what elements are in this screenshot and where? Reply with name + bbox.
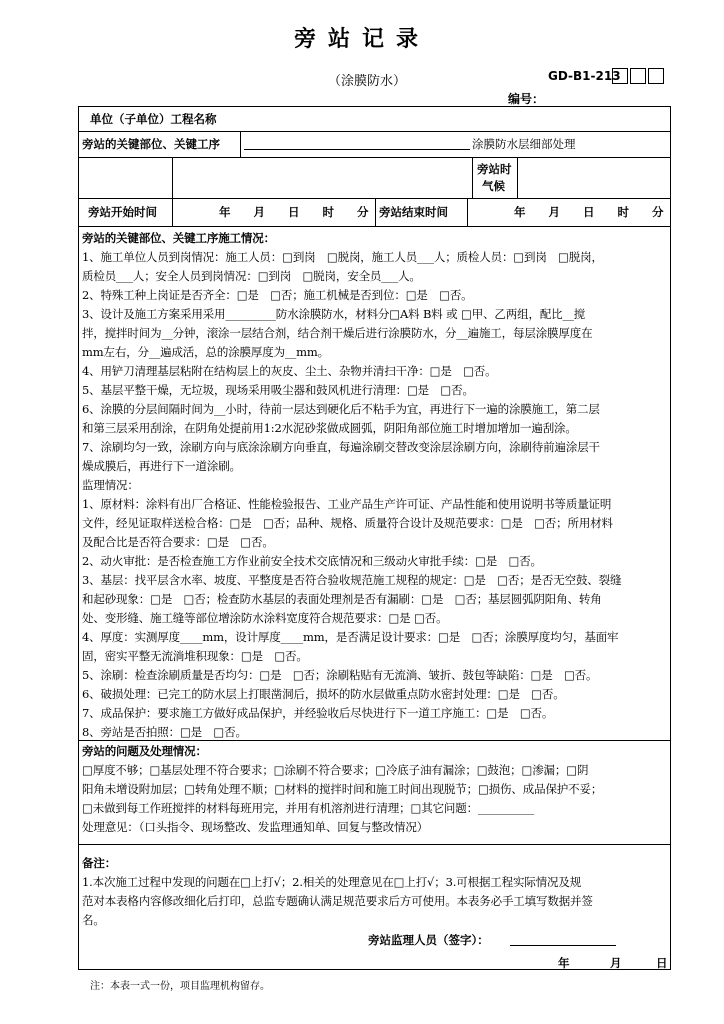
footnote: 注：本表一式一份，项目监理机构留存。 xyxy=(90,981,270,992)
supervision-line: 5、涂刷：检查涂刷质量是否均匀：□是 □否；涂刷粘贴有无流淌、皱折、鼓包等缺陷：□是 □否。 xyxy=(82,668,598,682)
date-month-label: 月 xyxy=(610,956,622,970)
key-part-underline xyxy=(244,149,470,150)
problems-line[interactable]: □未做到每工作班搅拌的材料每班用完，并用有机溶剂进行清理；□其它问题：__________ xyxy=(82,801,534,815)
end-time-label: 旁站结束时间 xyxy=(379,205,448,219)
signature-line[interactable] xyxy=(510,945,616,946)
supervision-line: 固，密实平整无流淌堆积现象：□是 □否。 xyxy=(82,649,308,663)
supervision-line: 4、厚度：实测厚度____mm，设计厚度____mm，是否满足设计要求：□是 □否；涂膜厚度均匀，基面牢 xyxy=(82,630,619,644)
notes-line: 名。 xyxy=(82,913,105,927)
construction-line: 1、施工单位人员到岗情况：施工人员：□到岗 □脱岗，施工人员___人；质检人员：□到岗 □脱岗， xyxy=(82,250,603,264)
notes-line: 1.本次施工过程中发现的问题在□上打√；2.相关的处理意见在□上打√；3.可根据工程实际情况及规 xyxy=(82,875,582,889)
supervision-line: 7、成品保护：要求施工方做好成品保护，并经验收后尽快进行下一道工序施工：□是 □否。 xyxy=(82,706,554,720)
col-divider xyxy=(472,157,473,198)
date-year-label: 年 xyxy=(558,956,570,970)
signature-label: 旁站监理人员（签字）： xyxy=(368,933,489,947)
date-year-line[interactable] xyxy=(522,969,556,970)
construction-line: 和第三层采用刮涂，在阴角处提前用1:2水泥砂浆做成圆弧，阴阳角部位施工时增加增加一遍刮涂。 xyxy=(82,421,577,435)
construction-line: 2、特殊工种上岗证是否齐全：□是 □否；施工机械是否到位：□是 □否。 xyxy=(82,288,473,302)
construction-line: 燥成膜后，再进行下一道涂刷。 xyxy=(82,459,241,473)
problems-line[interactable]: □厚度不够；□基层处理不符合要求；□涂刷不符合要求；□冷底子油有漏涂；□鼓泡；□渗漏；□阴 xyxy=(82,763,589,777)
notes-heading: 备注： xyxy=(82,856,117,870)
construction-section xyxy=(82,229,668,742)
weather-label-2: 气候 xyxy=(482,179,505,193)
col-divider xyxy=(517,157,518,198)
problems-section xyxy=(82,742,668,837)
key-part-label: 旁站的关键部位、关键工序 xyxy=(82,137,220,151)
construction-line: mm左右，分__遍成活，总的涂膜厚度为__mm。 xyxy=(82,345,330,359)
supervision-line: 和起砂现象：□是 □否；检查防水基层的表面处理剂是否有漏刷：□是 □否；基层圆弧阴阳角、转角 xyxy=(82,592,602,606)
date-day-line[interactable] xyxy=(626,969,654,970)
construction-line: 3、设计及施工方案采用采用_________防水涂膜防水，材料分□A料 B料 或 □甲、乙两组，配比__搅 xyxy=(82,307,586,321)
subtitle: （涂膜防水） xyxy=(328,74,407,89)
notes-section xyxy=(82,854,668,930)
number-box[interactable] xyxy=(630,68,646,84)
row-divider xyxy=(78,157,671,158)
supervision-line: 处、变形缝、施工缝等部位增涂防水涂料宽度符合规范要求：□是 □否。 xyxy=(82,611,448,625)
supervision-line: 6、破损处理：已完工的防水层上打眼凿洞后，损坏的防水层做重点防水密封处理：□是 □否。 xyxy=(82,687,565,701)
row-divider xyxy=(78,131,671,132)
number-box[interactable] xyxy=(648,68,664,84)
supervision-heading: 监理情况： xyxy=(82,478,139,492)
problems-heading: 旁站的问题及处理情况： xyxy=(82,744,207,758)
supervision-line: 及配合比是否符合要求：□是 □否。 xyxy=(82,535,274,549)
construction-line: 4、用铲刀清理基层粘附在结构层上的灰皮、尘土、杂物并清扫干净：□是 □否。 xyxy=(82,364,497,378)
col-divider xyxy=(375,198,376,226)
page-title: 旁站记录 xyxy=(293,27,430,52)
supervision-line: 8、旁站是否拍照：□是 □否。 xyxy=(82,725,247,739)
construction-line: 5、基层平整干燥，无垃圾，现场采用吸尘器和鼓风机进行清理：□是 □否。 xyxy=(82,383,474,397)
key-part-value[interactable]: 涂膜防水层细部处理 xyxy=(472,137,576,151)
construction-heading: 旁站的关键部位、关键工序施工情况： xyxy=(82,231,275,245)
problems-line[interactable]: 阳角未增设附加层；□转角处理不顺；□材料的搅拌时间和施工时间出现脱节；□损伤、成品保护不妥； xyxy=(82,782,603,796)
start-time-label: 旁站开始时间 xyxy=(88,205,157,219)
start-time-fields[interactable]: 年 月 日 时 分 xyxy=(219,205,369,219)
construction-line: 6、涂膜的分层间隔时间为__小时，待前一层达到硬化后不粘手为宜，再进行下一遍的涂膜施工，第二层 xyxy=(82,402,600,416)
end-time-fields[interactable]: 年 月 日 时 分 xyxy=(514,205,664,219)
handling-opinion: 处理意见：（口头指令、现场整改、发监理通知单、回复与整改情况） xyxy=(82,820,429,834)
date-month-line[interactable] xyxy=(574,969,608,970)
construction-line: 拌，搅拌时间为__分钟，滚涂一层结合剂，结合剂干燥后进行涂膜防水，分__遍施工，每层涂膜厚度在 xyxy=(82,326,593,340)
supervision-line: 文件，经见证取样送检合格：□是 □否；品种、规格、质量符合设计及规范要求：□是 □否；所用材料 xyxy=(82,516,613,530)
construction-line: 质检员___人；安全人员到岗情况：□到岗 □脱岗，安全员___人。 xyxy=(82,269,421,283)
serial-label: 编号： xyxy=(508,92,545,106)
supervision-line: 3、基层：找平层含水率、坡度、平整度是否符合验收规范施工规程的规定：□是 □否；是否无空鼓、裂缝 xyxy=(82,573,622,587)
col-divider xyxy=(467,198,468,226)
notes-line: 范对本表格内容修改细化后打印，总监专题确认满足规范要求后方可使用。本表务必手工填写数据并签 xyxy=(82,894,593,908)
date-day-label: 日 xyxy=(656,956,668,970)
row-divider xyxy=(78,844,671,845)
col-divider xyxy=(240,131,241,157)
supervision-line: 2、动火审批：是否检查施工方作业前安全技术交底情况和三级动火审批手续：□是 □否。 xyxy=(82,554,542,568)
weather-label-1: 旁站时 xyxy=(477,162,512,176)
form-number: GD-B1-213 xyxy=(548,69,621,83)
row-divider xyxy=(78,226,671,227)
unit-name-label: 单位（子单位）工程名称 xyxy=(90,112,217,126)
supervision-line: 1、原材料：涂料有出厂合格证、性能检验报告、工业产品生产许可证、产品性能和使用说明书等质量证明 xyxy=(82,497,612,511)
col-divider xyxy=(172,157,173,226)
construction-line: 7、涂刷均匀一致，涂刷方向与底涂涂刷方向垂直，每遍涂刷交替改变涂层涂刷方向，涂刷待前遍涂层干 xyxy=(82,440,600,454)
form-number-boxes[interactable] xyxy=(612,68,664,84)
number-box[interactable] xyxy=(612,68,628,84)
